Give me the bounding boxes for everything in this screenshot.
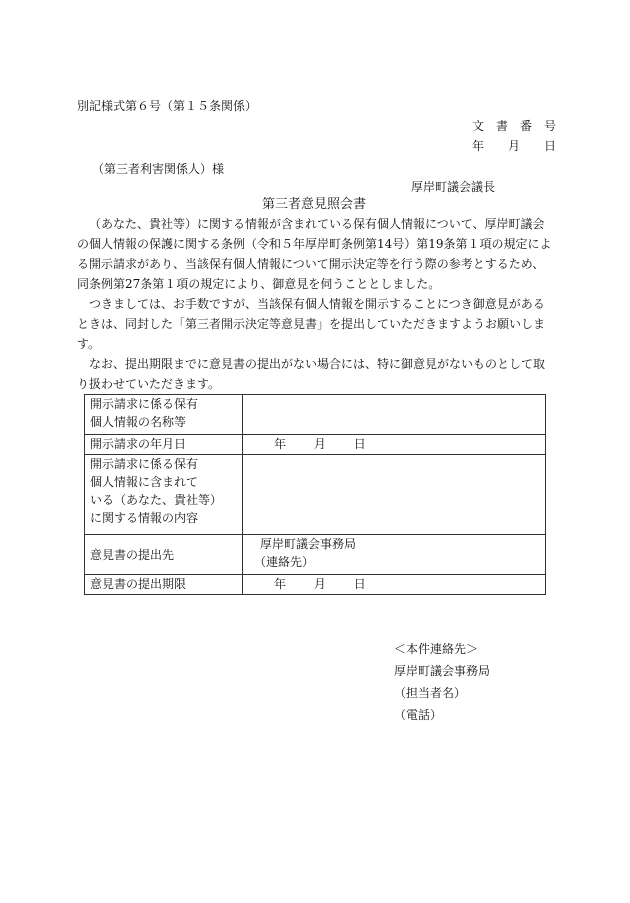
table-row [85, 535, 546, 575]
contact-heading: ＜本件連絡先＞ [394, 642, 479, 656]
table-row [85, 575, 546, 595]
label-line: 開示請求に係る保有 [90, 457, 199, 471]
body-text [77, 214, 555, 394]
document-title: 第三者意見照会書 [262, 197, 367, 212]
label-line: いる（あなた、貴社等） [90, 493, 223, 507]
table-value[interactable] [243, 455, 546, 535]
form-reference: 別記様式第６号（第１５条関係） [77, 99, 258, 113]
table-value[interactable] [243, 575, 546, 595]
contact-office: 厚岸町議会事務局 [394, 664, 491, 678]
year-label: 年 [274, 577, 287, 591]
body-paragraph: つきましては、お手数ですが、当該保有個人情報を開示することにつき御意見があるときは、同封した「第三者開示決定等意見書」を提出していただきますようお願いします。 [77, 297, 546, 351]
table-label: 意見書の提出先 [85, 535, 243, 575]
table-label [85, 395, 243, 435]
contact-placeholder: （連絡先） [254, 555, 315, 569]
month-label: 月 [313, 577, 326, 591]
submission-office: 厚岸町議会事務局 [260, 537, 357, 551]
body-paragraph: （あなた、貴社等）に関する情報が含まれている保有個人情報について、厚岸町議会の個人情報の保護に関する条例（令和５年厚岸町条例第14号）第19条第１項の規定による開示請求があり、当該保有個人情報について開示決定等を行う際の参考とするため、同条例第27条第１項の規定により、御意見を伺うこととしました。 [77, 217, 552, 291]
contact-block [394, 638, 490, 726]
day-label: 日 [353, 437, 366, 451]
label-line: 個人情報の名称等 [90, 415, 187, 429]
table-row [85, 395, 546, 435]
document-number-label: 文 書 番 号 [472, 119, 557, 133]
month-label: 月 [313, 437, 326, 451]
table-row [85, 435, 546, 455]
table-value[interactable] [243, 395, 546, 435]
day-label: 日 [353, 577, 366, 591]
table-value[interactable] [243, 535, 546, 575]
contact-phone: （電話） [394, 708, 443, 722]
label-line: 個人情報に含まれて [90, 475, 199, 489]
body-paragraph: なお、提出期限までに意見書の提出がない場合には、特に御意見がないものとして取り扱わせていただきます。 [77, 357, 546, 391]
info-table [84, 394, 546, 595]
recipient: （第三者利害関係人）様 [92, 162, 225, 176]
table-value[interactable] [243, 435, 546, 455]
sender: 厚岸町議会議長 [411, 180, 496, 194]
date-label: 年 月 日 [472, 139, 557, 153]
table-row [85, 455, 546, 535]
year-label: 年 [274, 437, 287, 451]
contact-person: （担当者名） [394, 686, 467, 700]
label-line: 開示請求に係る保有 [90, 397, 199, 411]
label-line: に関する情報の内容 [90, 511, 199, 525]
table-label [85, 455, 243, 535]
table-label: 開示請求の年月日 [85, 435, 243, 455]
table-label: 意見書の提出期限 [85, 575, 243, 595]
